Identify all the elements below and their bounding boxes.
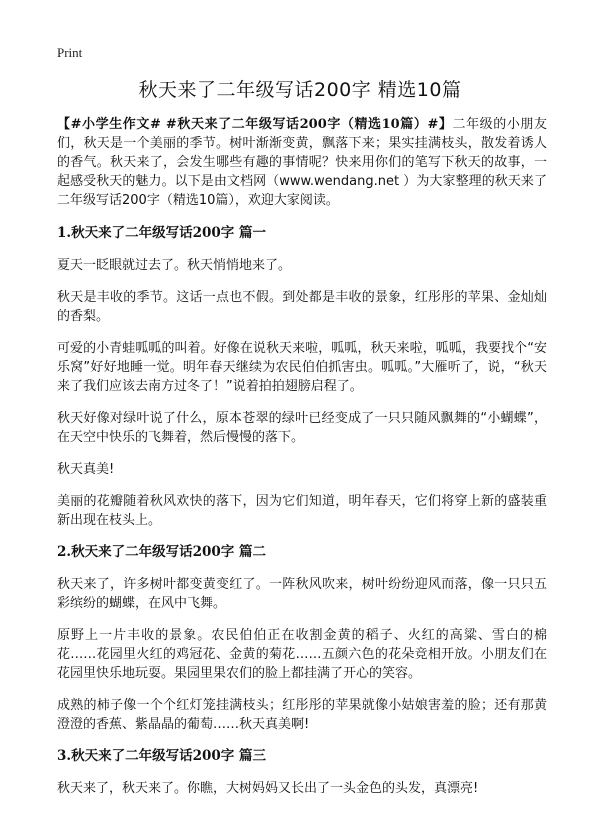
section-3 [57, 747, 547, 798]
page-title: 秋天来了二年级写话200字 精选10篇 [138, 79, 462, 101]
paragraph: 可爱的小青蛙呱呱的叫着。好像在说秋天来啦，呱呱，秋天来啦，呱呱，我要找个“安乐窝”好好地睡一觉。明年春天继续为农民伯伯抓害虫。呱呱。”大雁听了，说，“秋天来了我们应该去南方过冬了！”说着拍拍翅膀启程了。 [57, 341, 547, 394]
paragraph: 成熟的柿子像一个个红灯笼挂满枝头；红彤彤的苹果就像小姑娘害羞的脸；还有那黄澄澄的香蕉、紫晶晶的葡萄……秋天真美啊! [57, 698, 547, 732]
intro-paragraph [57, 115, 547, 210]
paragraph: 原野上一片丰收的景象。农民伯伯正在收割金黄的稻子、火红的高粱、雪白的棉花……花园里火红的鸡冠花、金黄的菊花……五颜六色的花朵竞相开放。小朋友们在花园里快乐地玩耍。果园里果农们的脸上都挂满了开心的笑容。 [57, 628, 547, 681]
section-2 [57, 543, 547, 734]
paragraph: 秋天来了，秋天来了。你瞧，大树妈妈又长出了一头金色的头发，真漂亮! [57, 781, 479, 796]
paragraph: 夏天一眨眼就过去了。秋天悄悄地来了。 [57, 258, 292, 273]
paragraph: 美丽的花瓣随着秋风欢快的落下，因为它们知道，明年春天，它们将穿上新的盛装重新出现在枝头上。 [57, 494, 547, 528]
section-1 [57, 224, 547, 530]
paragraph: 秋天好像对绿叶说了什么，原本苍翠的绿叶已经变成了一只只随风飘舞的“小蝴蝶”，在天空中快乐的飞舞着，然后慢慢的落下。 [57, 411, 547, 445]
article-body [57, 115, 547, 811]
intro-text: 二年级的小朋友们，秋天是一个美丽的季节。树叶渐渐变黄，飘落下来；果实挂满枝头，散发着诱人的香气。秋天来了，会发生哪些有趣的事情呢？快来用你们的笔写下秋天的故事，一起感受秋天的魅力。以下是由文档网（www.wendang.net ）为大家整理的秋天来了二年级写话200字（精选10篇），欢迎大家阅读。 [57, 117, 547, 208]
print-label[interactable]: Print [57, 45, 83, 60]
paragraph: 秋天来了，许多树叶都变黄变红了。一阵秋风吹来，树叶纷纷迎风而落，像一只只五彩缤纷的蝴蝶，在风中飞舞。 [57, 577, 547, 611]
paragraph: 秋天真美! [57, 462, 115, 477]
section-heading: 3.秋天来了二年级写话200字 篇三 [57, 748, 266, 764]
intro-tag: 【#小学生作文# #秋天来了二年级写话200字（精选10篇）#】 [57, 117, 453, 132]
section-heading: 1.秋天来了二年级写话200字 篇一 [57, 225, 266, 241]
section-heading: 2.秋天来了二年级写话200字 篇二 [57, 544, 266, 560]
paragraph: 秋天是丰收的季节。这话一点也不假。到处都是丰收的景象，红彤彤的苹果、金灿灿的香梨。 [57, 290, 547, 324]
